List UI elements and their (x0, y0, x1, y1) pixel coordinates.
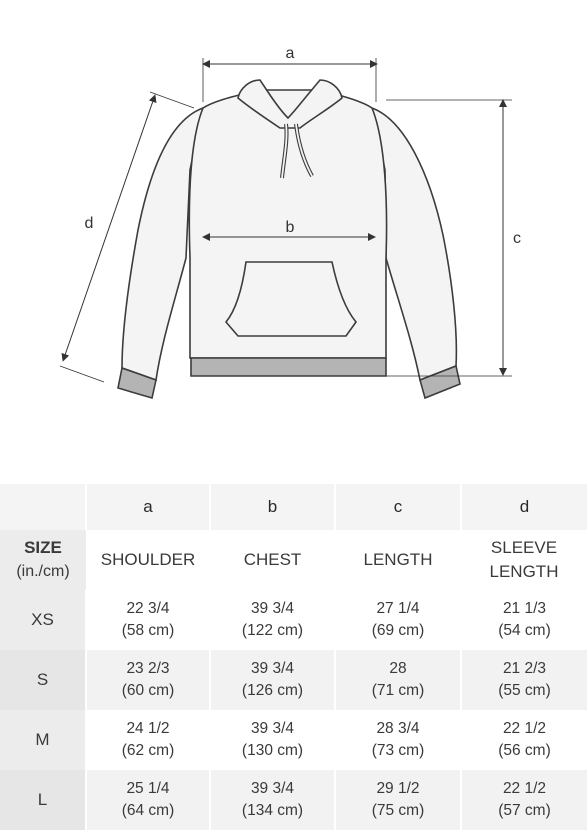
dimension-c-label: c (513, 230, 521, 247)
value-cm: (55 cm) (498, 682, 551, 699)
size-cell: XS (0, 590, 86, 650)
value-inches: 39 3/4 (250, 660, 295, 677)
column-header-shoulder (86, 530, 210, 590)
size-header-cell (0, 530, 86, 590)
size-header-unit: (in./cm) (16, 563, 70, 580)
value-inches: 25 1/4 (126, 780, 170, 797)
value-inches: 21 2/3 (502, 660, 547, 677)
table-cell (210, 710, 335, 770)
column-header-length (335, 530, 461, 590)
value-inches: 39 3/4 (250, 600, 295, 617)
value-inches: 24 1/2 (126, 720, 170, 737)
value-inches: 23 2/3 (126, 660, 170, 677)
corner-cell (0, 484, 86, 530)
value-cm: (71 cm) (371, 682, 425, 699)
table-row-l (0, 770, 587, 830)
value-inches: 22 1/2 (502, 720, 547, 737)
size-cell: M (0, 710, 86, 770)
dimension-b-label: b (285, 219, 295, 236)
value-cm: (122 cm) (241, 622, 304, 639)
table-cell (461, 650, 587, 710)
column-header-text: LENGTH (489, 562, 559, 581)
column-letter-d: d (461, 484, 587, 530)
table-cell (210, 590, 335, 650)
column-header-sleeve-length (461, 530, 587, 590)
value-cm: (58 cm) (121, 622, 175, 639)
value-inches: 39 3/4 (250, 720, 295, 737)
table-cell (210, 650, 335, 710)
column-letter-c: c (335, 484, 461, 530)
size-cell: S (0, 650, 86, 710)
column-header-text: CHEST (243, 550, 302, 569)
value-inches: 22 1/2 (502, 780, 547, 797)
size-header-title: SIZE (24, 538, 62, 557)
table-cell (335, 710, 461, 770)
value-inches: 21 1/3 (502, 600, 547, 617)
dimension-a-label: a (285, 45, 295, 62)
column-letter-b: b (210, 484, 335, 530)
column-letter-a: a (86, 484, 210, 530)
size-table (0, 484, 587, 830)
value-inches: 28 3/4 (376, 720, 420, 737)
table-cell (86, 770, 210, 830)
column-header-chest (210, 530, 335, 590)
table-cell (461, 590, 587, 650)
dimension-d-label: d (84, 215, 94, 232)
value-cm: (73 cm) (371, 742, 425, 759)
table-cell (461, 710, 587, 770)
value-cm: (69 cm) (371, 622, 425, 639)
table-cell (86, 710, 210, 770)
table-row-s (0, 650, 587, 710)
table-cell (86, 590, 210, 650)
table-row-m (0, 710, 587, 770)
value-inches: 29 1/2 (376, 780, 420, 797)
value-cm: (57 cm) (498, 802, 551, 819)
table-cell (335, 650, 461, 710)
table-cell (210, 770, 335, 830)
value-cm: (56 cm) (498, 742, 551, 759)
table-cell (335, 770, 461, 830)
value-cm: (64 cm) (121, 802, 175, 819)
value-inches: 39 3/4 (250, 780, 295, 797)
column-header-text: SHOULDER (100, 550, 196, 569)
value-inches: 22 3/4 (126, 600, 170, 617)
value-cm: (130 cm) (241, 742, 304, 759)
letter-header-row (0, 484, 587, 530)
table-cell (86, 650, 210, 710)
value-cm: (60 cm) (121, 682, 175, 699)
value-cm: (75 cm) (371, 802, 425, 819)
value-inches: 27 1/4 (376, 600, 420, 617)
table-cell (335, 590, 461, 650)
column-header-text: SLEEVE (490, 538, 558, 557)
table-row-xs (0, 590, 587, 650)
size-cell: L (0, 770, 86, 830)
measurement-header-row (0, 530, 587, 590)
waistband (191, 358, 386, 376)
value-cm: (62 cm) (121, 742, 175, 759)
value-cm: (54 cm) (498, 622, 551, 639)
column-header-text: LENGTH (363, 550, 433, 569)
table-cell (461, 770, 587, 830)
value-inches: 28 (389, 660, 407, 677)
value-cm: (134 cm) (241, 802, 304, 819)
value-cm: (126 cm) (241, 682, 304, 699)
